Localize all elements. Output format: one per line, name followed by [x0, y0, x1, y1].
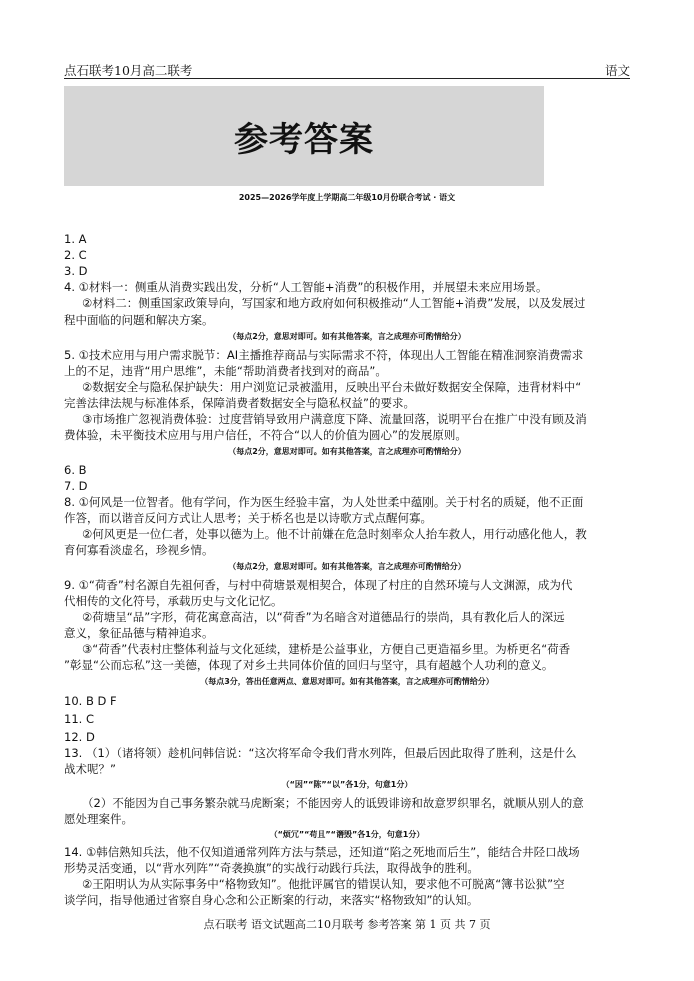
answer-line: 14. ①韩信熟知兵法，他不仅知道通常列阵方法与禁忌，还知道“陷之死地而后生”，能结合井陉口战场 [64, 845, 580, 859]
scoring-note: （每点2分，意思对即可。如有其他答案，言之成理亦可酌情给分） [228, 332, 466, 341]
answer-line: ”彰显“公而忘私”这一美德，体现了对乡土共同体价值的回归与坚守，具有超越个人功利的意义。 [64, 658, 554, 672]
answer-line: 13. （1）（诸将领）趁机问韩信说：“这次将军命令我们背水列阵，但最后因此取得了胜利，这是什么 [64, 746, 577, 760]
answer-line: 1. A [64, 232, 87, 246]
answer-line: 3. D [64, 264, 88, 278]
scoring-note: （“烦冗”“苟且”“谮毁”各1分，句意1分） [269, 830, 425, 839]
answer-line: ②何风更是一位仁者，处事以德为上。他不计前嫌在危急时刻率众人抬车救人，用行动感化他人，教 [82, 527, 587, 541]
page-header [64, 60, 630, 79]
document-title: 2025—2026学年度上学期高二年级10月份联合考试 · 语文 [238, 193, 456, 202]
answer-line: 6. B [64, 463, 87, 477]
answer-line: 12. D [64, 730, 95, 744]
exam-name: 点石联考10月高二联考 [64, 63, 193, 78]
answer-line: ②荷塘呈“品”字形，荷花寓意高洁，以“荷香”为名暗含对道德品行的崇尚，具有教化后人的深远 [82, 610, 565, 624]
answer-line: 8. ①何风是一位智者。他有学问，作为医生经验丰富，为人处世柔中蕴刚。关于村名的质疑，他不正面 [64, 495, 584, 509]
answer-line: 上的不足，违背“用户思维”，未能“帮助消费者找到对的商品”。 [64, 364, 387, 378]
answer-line: ②王阳明认为从实际事务中“格物致知”。他批评属官的错误认知，要求他不可脱离“簿书讼狱”空 [82, 877, 565, 891]
answer-line: ③“荷香”代表村庄整体利益与文化延续，建桥是公益事业，方便自己更造福乡里。为桥更名“荷香 [82, 642, 571, 656]
answer-line: 形势灵活变通，以“背水列阵”“奇袭换旗”的实战行动践行兵法，取得战争的胜利。 [64, 861, 479, 875]
scoring-note: （每点2分，意思对即可。如有其他答案，言之成理亦可酌情给分） [228, 447, 466, 456]
answer-line: 程中面临的问题和解决方案。 [64, 313, 214, 327]
answer-line: 9. ①“荷香”村名源自先祖何香，与村中荷塘景观相契合，体现了村庄的自然环境与人文渊源，成为代 [64, 578, 573, 592]
banner-text: 参考答案 [234, 120, 374, 160]
answer-line: ②材料二：侧重国家政策导向，写国家和地方政府如何积极推动“人工智能+消费”发展，以及发展过 [82, 296, 586, 310]
answer-line: 谈学问，指导他通过省察自身心念和公正断案的行动，来落实“格物致知”的认知。 [64, 893, 479, 907]
scoring-note: （每点2分，意思对即可。如有其他答案，言之成理亦可酌情给分） [228, 562, 466, 571]
answer-line: ③市场推广忽视消费体验：过度营销导致用户满意度下降、流量回落，说明平台在推广中没有顾及消 [82, 412, 587, 426]
answer-line: 11. C [64, 712, 94, 726]
answer-line: 育何寡看淡虚名，珍视乡情。 [64, 543, 214, 557]
scoring-note: （每点3分，答出任意两点、意思对即可。如有其他答案，言之成理亦可酌情给分） [200, 677, 494, 686]
answer-line: 愿处理案件。 [64, 812, 133, 826]
answer-line: 意义，象征品德与精神追求。 [64, 626, 214, 640]
scoring-note: （“因”“陈”“以”各1分，句意1分） [281, 780, 413, 789]
subject-name: 语文 [604, 63, 630, 78]
answer-line: 代相传的文化符号，承载历史与文化记忆。 [64, 594, 283, 608]
answer-key-banner [64, 86, 544, 186]
answer-line: 完善法律法规与标准体系，保障消费者数据安全与隐私权益”的要求。 [64, 396, 415, 410]
answer-line: ②数据安全与隐私保护缺失：用户浏览记录被滥用，反映出平台未做好数据安全保障，违背材料中“ [82, 380, 582, 394]
answer-line: 作答，而以谐音反问方式让人思考；关于桥名也是以诗歌方式点醒何寡。 [64, 511, 432, 525]
page-footer: 点石联考 语文试题高二10月联考 参考答案 第 1 页 共 7 页 [203, 918, 491, 931]
answer-line: （2）不能因为自己事务繁杂就马虎断案；不能因旁人的诋毁诽谤和故意罗织罪名，就顺从别人的意 [82, 796, 584, 810]
answer-line: 战术呢？” [64, 762, 116, 776]
answer-line: 费体验，未平衡技术应用与用户信任，不符合“以人的价值为圆心”的发展原则。 [64, 428, 467, 442]
answer-line: 7. D [64, 479, 88, 493]
answer-line: 10. B D F [64, 694, 117, 708]
answer-line: 2. C [64, 248, 87, 262]
answer-line: 4. ①材料一：侧重从消费实践出发，分析“人工智能+消费”的积极作用，并展望未来应用场景。 [64, 280, 548, 294]
answer-line: 5. ①技术应用与用户需求脱节：AI主播推荐商品与实际需求不符，体现出人工智能在精准洞察消费需求 [64, 348, 584, 362]
